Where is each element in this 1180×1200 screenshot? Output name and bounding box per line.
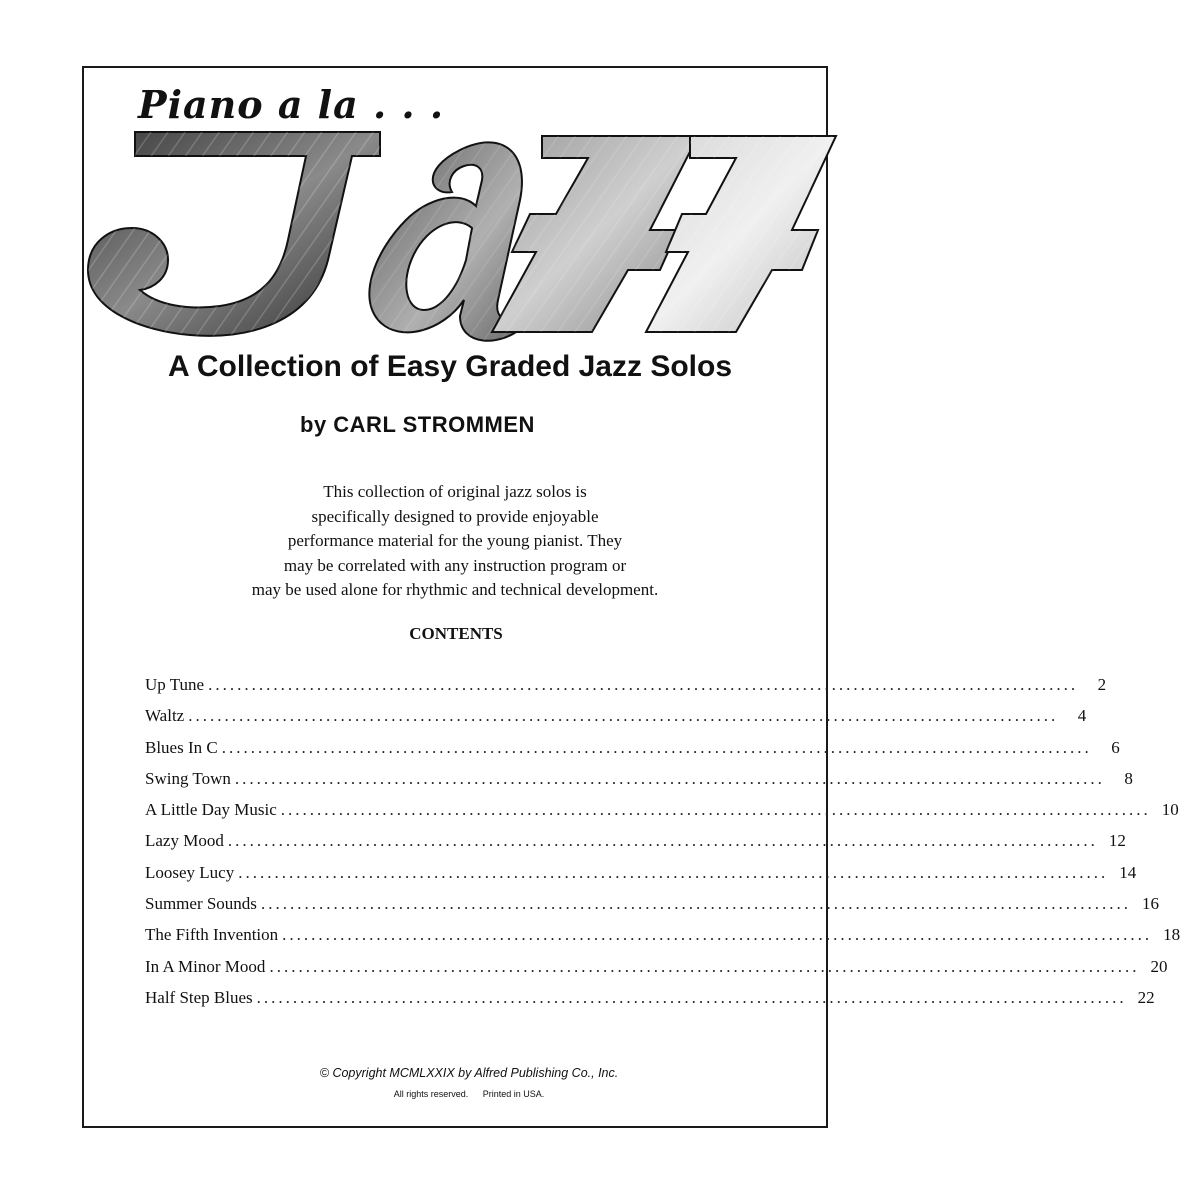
toc-leader: ........................................................................................................................ bbox=[260, 894, 1131, 914]
toc-title: Summer Sounds bbox=[145, 894, 257, 914]
rights-reserved: All rights reserved. bbox=[393, 1089, 469, 1099]
toc-leader: ........................................................................................................................ bbox=[221, 737, 1092, 757]
toc-leader: ........................................................................................................................ bbox=[188, 706, 1059, 726]
toc-title: Up Tune bbox=[145, 675, 205, 694]
toc-entry bbox=[145, 800, 1179, 831]
toc-title: In A Minor Mood bbox=[145, 956, 266, 976]
toc-page-number: 4 bbox=[1077, 706, 1087, 726]
toc-entry bbox=[145, 831, 1126, 862]
series-title: Piano a la . . . bbox=[138, 82, 445, 127]
toc-leader: ........................................................................................................................ bbox=[280, 800, 1151, 820]
toc-leader: ........................................................................................................................ bbox=[208, 675, 1079, 694]
toc-page-number: 12 bbox=[1108, 831, 1126, 851]
toc-title: Swing Town bbox=[145, 768, 231, 788]
toc-leader: ........................................................................................................................ bbox=[269, 956, 1140, 976]
toc-leader: ........................................................................................................................ bbox=[256, 987, 1127, 1007]
toc-page-number: 8 bbox=[1124, 768, 1133, 788]
table-of-contents bbox=[145, 675, 1180, 1019]
toc-entry bbox=[145, 987, 1155, 1019]
toc-leader: ........................................................................................................................ bbox=[234, 768, 1105, 788]
toc-entry bbox=[145, 956, 1168, 988]
toc-entry bbox=[145, 862, 1137, 894]
toc-page-number: 20 bbox=[1150, 956, 1168, 976]
intro-line: may be used alone for rhythmic and technical development. bbox=[251, 580, 659, 599]
toc-page-number: 16 bbox=[1141, 894, 1159, 914]
author-credit: by CARL STROMMEN bbox=[300, 412, 535, 437]
toc-entry bbox=[145, 768, 1133, 800]
toc-entry bbox=[145, 737, 1120, 769]
contents-heading: CONTENTS bbox=[409, 624, 503, 643]
toc-entry bbox=[145, 894, 1159, 925]
toc-page-number: 2 bbox=[1097, 675, 1107, 694]
toc-title: Loosey Lucy bbox=[145, 862, 235, 882]
toc-entry bbox=[145, 706, 1087, 737]
printed-in: Printed in USA. bbox=[482, 1089, 545, 1099]
toc-page-number: 22 bbox=[1137, 987, 1155, 1007]
intro-line: specifically designed to provide enjoyable bbox=[311, 506, 599, 526]
toc-title: Blues In C bbox=[145, 737, 218, 757]
toc-page-number: 14 bbox=[1119, 862, 1137, 882]
intro-line: This collection of original jazz solos is bbox=[323, 482, 587, 501]
toc-entry bbox=[145, 675, 1107, 706]
toc-title: Half Step Blues bbox=[145, 987, 253, 1007]
toc-title: The Fifth Invention bbox=[145, 925, 279, 945]
toc-title: Waltz bbox=[145, 706, 185, 726]
toc-page-number: 10 bbox=[1161, 800, 1179, 820]
toc-leader: ........................................................................................................................ bbox=[282, 925, 1153, 945]
toc-title: A Little Day Music bbox=[145, 800, 277, 820]
toc-entry bbox=[145, 925, 1180, 956]
intro-line: may be correlated with any instruction program or bbox=[283, 555, 627, 575]
book-subtitle: A Collection of Easy Graded Jazz Solos bbox=[167, 350, 733, 383]
copyright-notice: © Copyright MCMLXXIX by Alfred Publishing Co., Inc. bbox=[319, 1066, 619, 1080]
toc-leader: ........................................................................................................................ bbox=[238, 862, 1109, 882]
toc-title: Lazy Mood bbox=[145, 831, 224, 851]
toc-page-number: 18 bbox=[1163, 925, 1180, 945]
rights-line bbox=[0, 1089, 938, 1099]
toc-page-number: 6 bbox=[1111, 737, 1120, 757]
toc-leader: ........................................................................................................................ bbox=[227, 831, 1098, 851]
intro-paragraph bbox=[190, 480, 720, 603]
jazz-logo bbox=[80, 110, 840, 350]
intro-line: performance material for the young pianist. They bbox=[287, 531, 623, 550]
